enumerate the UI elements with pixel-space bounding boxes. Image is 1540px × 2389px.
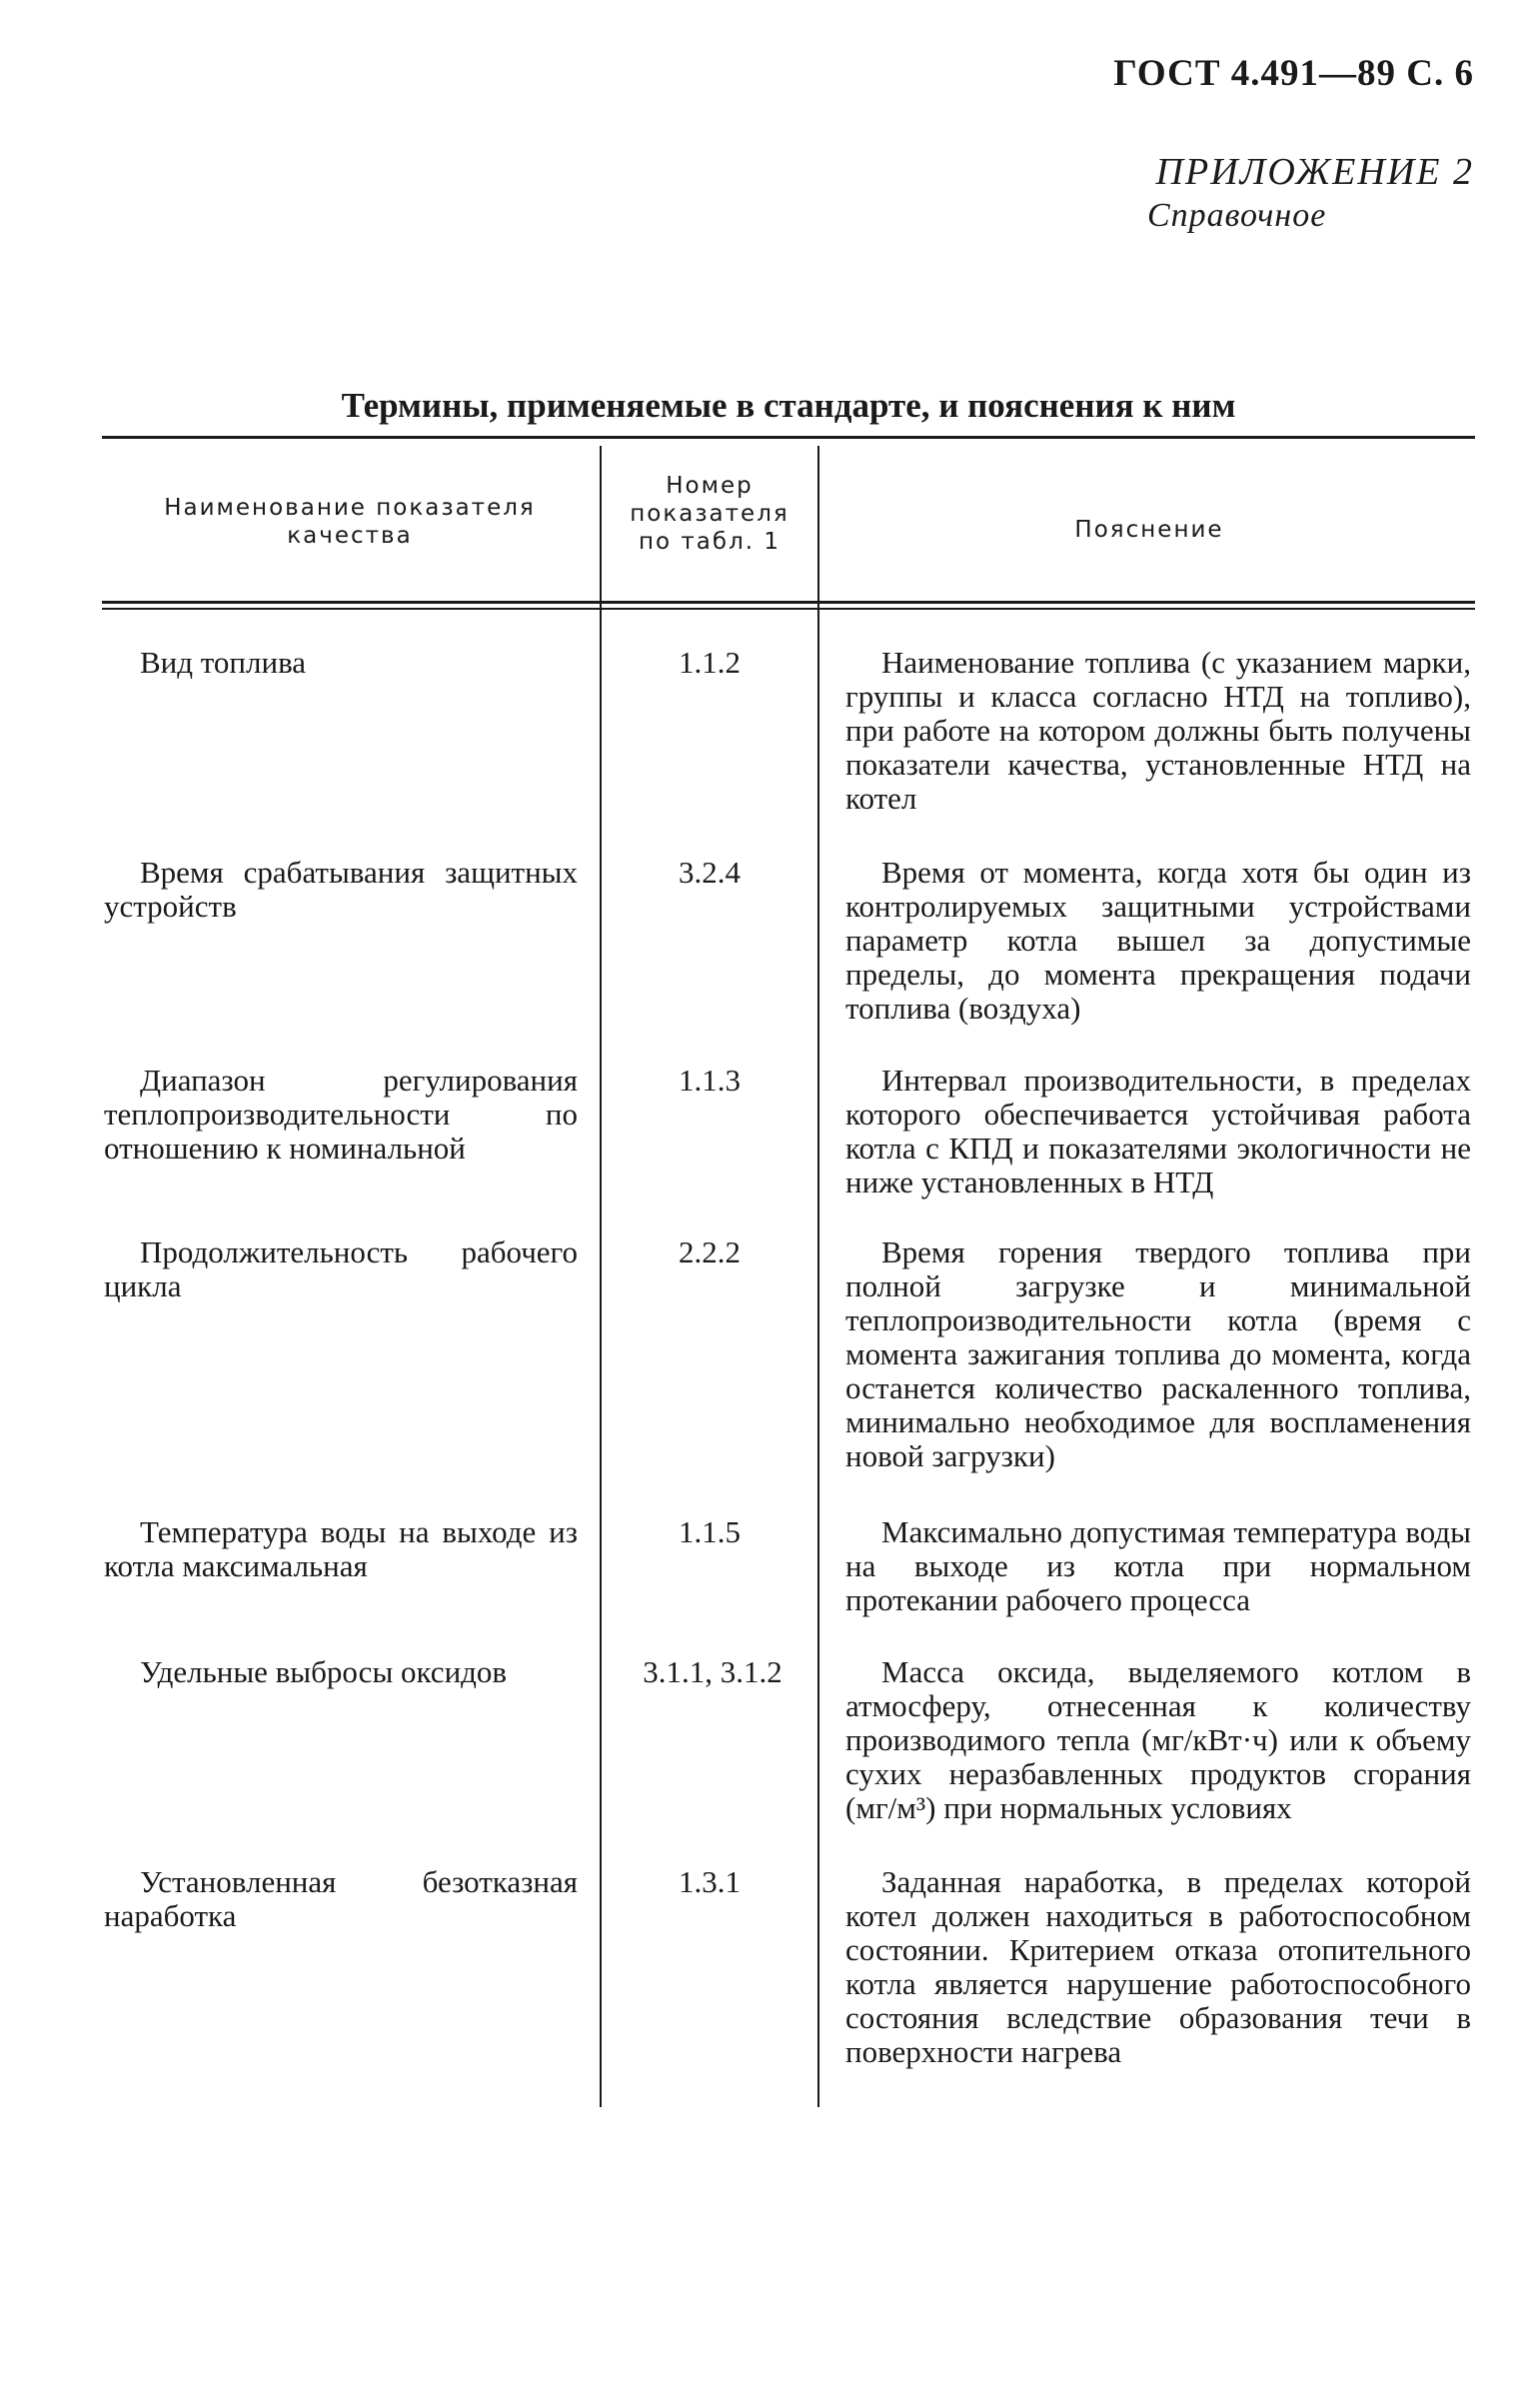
table-row-explanation: Заданная наработка, в пределах которой котел должен находиться в работоспособном состоянии. Критерием отказа отопительного котла является нарушение работоспособного состояния вследствие образования течи в поверхности нагрева bbox=[845, 1864, 1471, 2069]
table-row-name: Диапазон регулирования теплопроизводительности по отношению к номинальной bbox=[104, 1063, 578, 1166]
column-header-name: Наименование показателя качества bbox=[164, 495, 536, 549]
table-top-rule bbox=[102, 436, 1475, 439]
table-row-number: 2.2.2 bbox=[679, 1234, 741, 1269]
table-title: Термины, применяемые в стандарте, и пояснения к ним bbox=[341, 386, 1236, 425]
table-row-explanation: Время горения твердого топлива при полной загрузке и минимальной теплопроизводительности котла (время с момента зажигания топлива до момента, когда останется количество раскаленного топлива, минимально необходимое для воспламенения новой загрузки) bbox=[845, 1234, 1471, 1473]
table-row-number: 1.3.1 bbox=[679, 1864, 741, 1899]
table-row-number: 3.2.4 bbox=[679, 855, 741, 890]
page-header: ГОСТ 4.491—89 С. 6 bbox=[1113, 53, 1474, 94]
table-row-number: 1.1.2 bbox=[679, 645, 741, 680]
table-row-name: Температура воды на выходе из котла максимальная bbox=[104, 1514, 578, 1583]
column-header-explanation: Пояснение bbox=[1074, 517, 1224, 543]
table-row-explanation: Масса оксида, выделяемого котлом в атмосферу, отнесенная к количеству производимого тепла (мг/кВт·ч) или к объему сухих неразбавленных продуктов сгорания (мг/м³) при нормальных условиях bbox=[845, 1654, 1471, 1825]
table-row-number: 3.1.1, 3.1.2 bbox=[643, 1654, 782, 1689]
appendix-title: ПРИЛОЖЕНИЕ 2 bbox=[1155, 151, 1474, 193]
table-row-explanation: Интервал производительности, в пределах которого обеспечивается устойчивая работа котла с КПД и показателями экологичности не ниже установленных в НТД bbox=[845, 1063, 1471, 1199]
header-bottom-rule bbox=[102, 601, 1475, 604]
table-row-name: Время срабатывания защитных устройств bbox=[104, 855, 578, 924]
table-row-explanation: Время от момента, когда хотя бы один из контролируемых защитными устройствами параметр котла вышел за допустимые пределы, до момента прекращения подачи топлива (воздуха) bbox=[845, 855, 1471, 1026]
header-bottom-rule-double bbox=[102, 608, 1475, 610]
column-header-number: Номер показателя по табл. 1 bbox=[630, 473, 789, 555]
table-row-explanation: Наименование топлива (с указанием марки, группы и класса согласно НТД на топливо), при работе на котором должны быть получены показатели качества, установленные НТД на котел bbox=[845, 645, 1471, 816]
table-row-number: 1.1.5 bbox=[679, 1514, 741, 1549]
table-row-number: 1.1.3 bbox=[679, 1063, 741, 1098]
table-row-name: Удельные выбросы оксидов bbox=[140, 1654, 508, 1689]
column-divider bbox=[600, 446, 602, 2107]
table-row-explanation: Максимально допустимая температура воды на выходе из котла при нормальном протекании рабочего процесса bbox=[845, 1514, 1471, 1617]
table-row-name: Установленная безотказная наработка bbox=[104, 1864, 578, 1933]
appendix-type: Справочное bbox=[1147, 197, 1327, 234]
column-divider bbox=[817, 446, 819, 2107]
table-row-name: Продолжительность рабочего цикла bbox=[104, 1234, 578, 1303]
table-row-name: Вид топлива bbox=[140, 645, 307, 680]
